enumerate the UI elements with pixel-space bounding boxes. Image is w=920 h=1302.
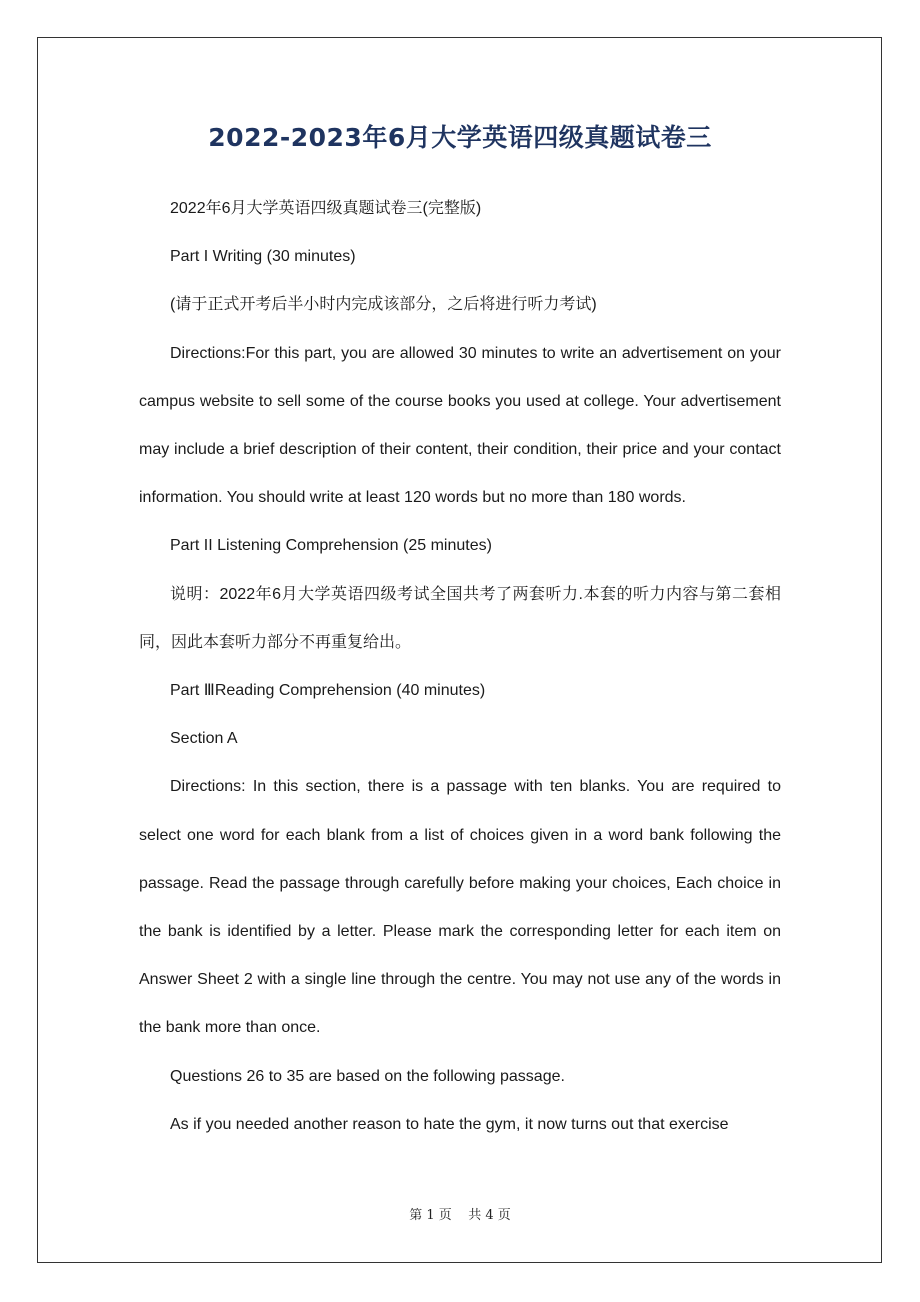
paragraph-part1-note: (请于正式开考后半小时内完成该部分，之后将进行听力考试) bbox=[170, 296, 597, 314]
page-number: 第 1 页 bbox=[409, 1208, 452, 1223]
paragraph-writing-directions: Directions:For this part, you are allowed 30 minutes to write an advertisement on your campus website to sell some of the course books you used at college. Your advertisement may include a brief description of their content, their condition, their price and your contact information. You should write at least 120 words but no more than 180 words. bbox=[139, 344, 781, 507]
paragraph-part3-heading: Part ⅢReading Comprehension (40 minutes) bbox=[170, 682, 486, 700]
paragraph-part1-heading: Part I Writing (30 minutes) bbox=[170, 248, 356, 266]
paragraph-reading-directions: Directions: In this section, there is a passage with ten blanks. You are required to select one word for each blank from a list of choices given in a word bank following the passage. Read the passage through carefully before making your choices, Each choice in the bank is identified by a letter. Please mark the corresponding letter for each item on Answer Sheet 2 with a single line through the centre. You may not use any of the words in the bank more than once. bbox=[139, 778, 781, 1037]
paragraph-questions-intro: Questions 26 to 35 are based on the following passage. bbox=[170, 1067, 565, 1085]
document-body bbox=[139, 185, 781, 1149]
paragraph-section-a: Section A bbox=[170, 730, 238, 748]
paragraph-listening-note: 说明：2022年6月大学英语四级考试全国共考了两套听力.本套的听力内容与第二套相同，因此本套听力部分不再重复给出。 bbox=[139, 585, 781, 651]
paragraph-passage-start: As if you needed another reason to hate the gym, it now turns out that exercise bbox=[170, 1115, 729, 1133]
paragraph-subtitle: 2022年6月大学英语四级真题试卷三(完整版) bbox=[170, 200, 482, 217]
page-total: 共 4 页 bbox=[468, 1208, 511, 1223]
page-footer bbox=[0, 1206, 920, 1226]
document-title: 2022-2023年6月大学英语四级真题试卷三 bbox=[208, 123, 712, 152]
paragraph-part2-heading: Part II Listening Comprehension (25 minutes) bbox=[170, 537, 492, 555]
